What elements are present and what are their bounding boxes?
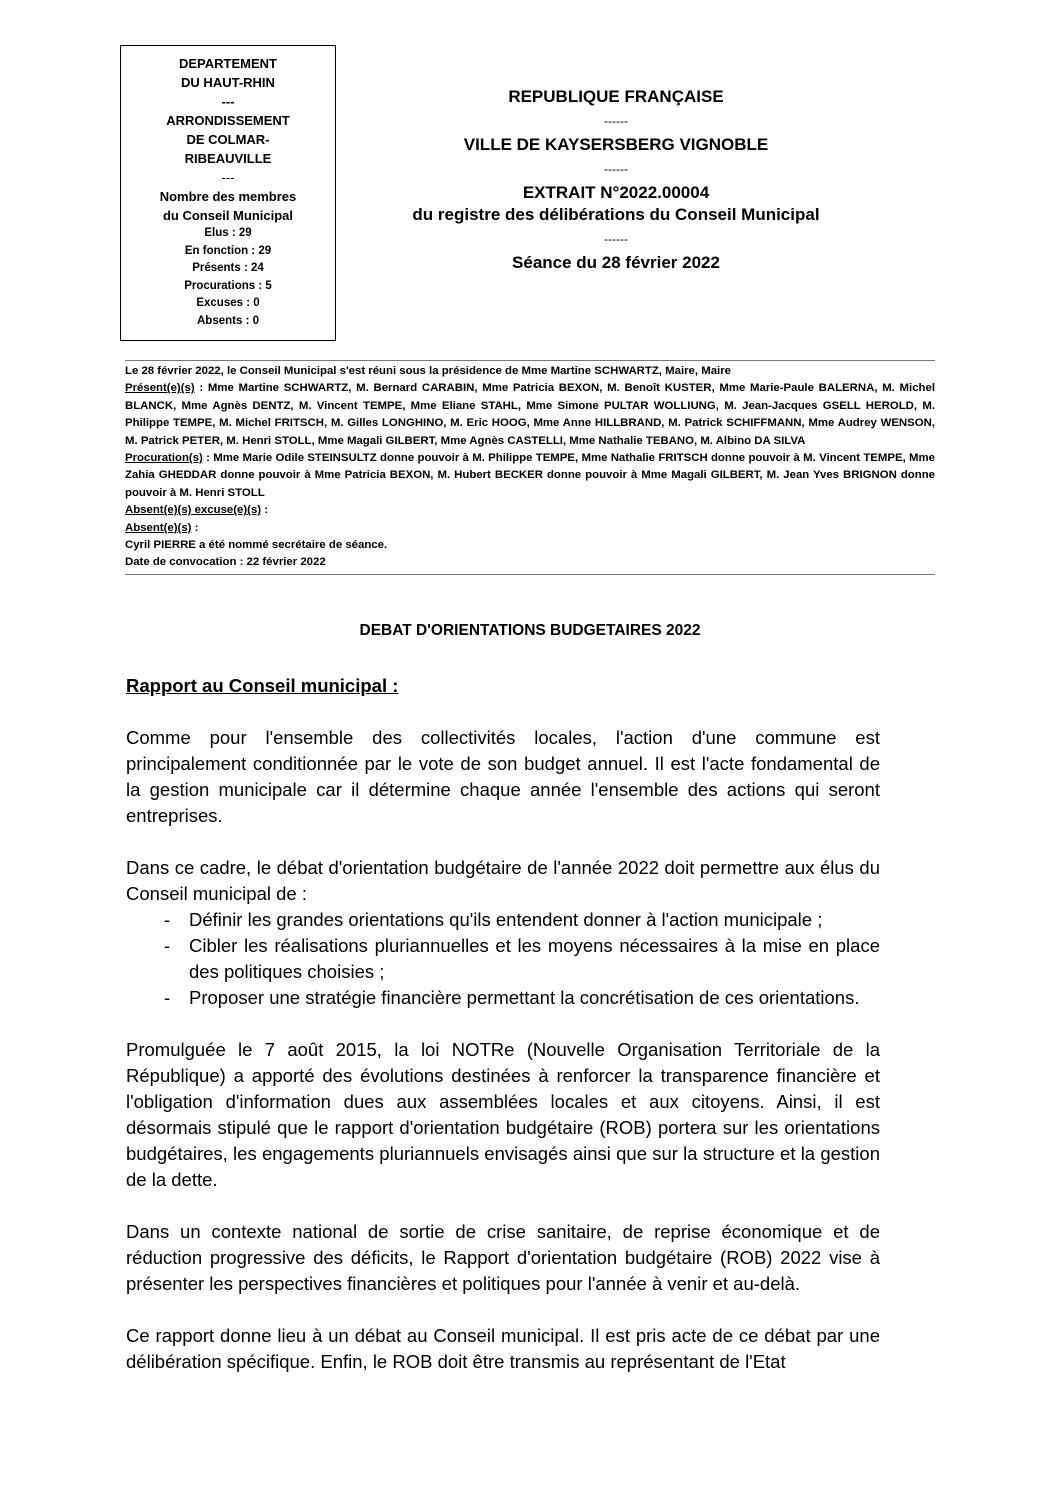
list-item-text: Définir les grandes orientations qu'ils entendent donner à l'action municipale ; <box>189 909 823 930</box>
deliberation-title: DEBAT D'ORIENTATIONS BUDGETAIRES 2022 <box>359 622 701 639</box>
absents-value: : <box>191 521 199 534</box>
count-excuses: Excuses : 0 <box>196 297 260 309</box>
document-header <box>380 86 852 274</box>
department-box <box>120 45 336 341</box>
paragraph-1: Comme pour l'ensemble des collectivités locales, l'action d'une commune est principalement conditionnée par le vote de son budget annuel. Il est l'acte fondamental de la gestion municipale car il détermine chaque année l'ensemble des actions qui seront entreprises. <box>126 727 880 826</box>
dept-line: DE COLMAR- <box>186 132 270 147</box>
ville-title: VILLE DE KAYSERSBERG VIGNOBLE <box>463 135 769 154</box>
secretaire-line: Cyril PIERRE a été nommé secrétaire de séance. <box>125 539 388 552</box>
excuses-paragraph <box>125 502 935 519</box>
list-item: - Proposer une stratégie financière permettant la concrétisation de ces orientations. <box>164 985 880 1011</box>
convocation-date: Date de convocation : 22 février 2022 <box>125 556 326 569</box>
excuses-label: Absent(e)(s) excuse(e)(s) <box>125 504 262 517</box>
presents-label: Présent(e)(s) <box>125 382 195 395</box>
extrait-number: EXTRAIT N°2022.00004 <box>522 183 710 202</box>
presents-paragraph <box>125 380 935 450</box>
seance-date: Séance du 28 février 2022 <box>512 253 720 272</box>
count-procurations: Procurations : 5 <box>184 279 272 292</box>
procurations-list: : Mme Marie Odile STEINSULTZ donne pouvoir à M. Philippe TEMPE, Mme Nathalie FRITSCH donne pouvoir à M. Vincent TEMPE, Mme Zahia GHEDDAR donne pouvoir à Mme Patricia BEXON, M. Hubert BECKER donne pouvoir à Mme Magali GILBERT, M. Jean Yves BRIGNON donne pouvoir à M. Henri STOLL <box>125 452 935 499</box>
dept-line: DEPARTEMENT <box>179 56 277 71</box>
paragraph-3: Promulguée le 7 août 2015, la loi NOTRe (Nouvelle Organisation Territoriale de la République) a apporté des évolutions destinées à renforcer la transparence financière et l'obligation d'information dues aux assemblées locales et aux citoyens. Ainsi, il est désormais stipulé que le rapport d'orientation budgétaire (ROB) portera sur les orientations budgétaires, les engagements pluriannuels envisagés ainsi que sur la structure et la gestion de la dette. <box>126 1039 880 1190</box>
absents-label: Absent(e)(s) <box>125 521 192 534</box>
members-heading: du Conseil Municipal <box>162 208 293 223</box>
list-item: - Cibler les réalisations pluriannuelles et les moyens nécessaires à la mise en place des politiques choisies ; <box>164 933 880 985</box>
count-elus: Elus : 29 <box>204 227 252 239</box>
list-item: - Définir les grandes orientations qu'ils entendent donner à l'action municipale ; <box>164 907 880 933</box>
count-absents: Absents : 0 <box>197 314 259 327</box>
header-separator: ------ <box>604 232 628 246</box>
dept-line: DU HAUT-RHIN <box>181 75 275 90</box>
list-item-text: Cibler les réalisations pluriannuelles et les moyens nécessaires à la mise en place des politiques choisies ; <box>189 935 880 982</box>
dept-separator: --- <box>221 170 235 185</box>
presents-list: : Mme Martine SCHWARTZ, M. Bernard CARABIN, Mme Patricia BEXON, M. Benoît KUSTER, Mme Marie-Paule BALERNA, M. Michel BLANCK, Mme Agnès DENTZ, M. Vincent TEMPE, Mme Eliane STAHL, Mme Simone PULTAR WOLLIUNG, M. Jean-Jacques GSELL HEROLD, M. Philippe TEMPE, M. Michel FRITSCH, M. Gilles LONGHINO, M. Eric HOOG, Mme Anne HILLBRAND, M. Patrick SCHIFFMANN, Mme Audrey WENSON, M. Patrick PETER, M. Henri STOLL, Mme Magali GILBERT, Mme Agnès CASTELLI, Mme Nathalie TEBANO, M. Albino DA SILVA <box>125 382 935 447</box>
rapport-heading: Rapport au Conseil municipal : <box>126 675 399 696</box>
orientations-list <box>164 907 880 1011</box>
paragraph-2: Dans ce cadre, le débat d'orientation budgétaire de l'année 2022 doit permettre aux élus du Conseil municipal de : <box>126 857 880 904</box>
dept-line: RIBEAUVILLE <box>184 151 272 166</box>
attendance-block <box>125 360 935 575</box>
report-body <box>126 725 880 1401</box>
procurations-label: Procuration(s) <box>125 452 203 465</box>
count-presents: Présents : 24 <box>192 262 264 274</box>
list-item-text: Proposer une stratégie financière permettant la concrétisation de ces orientations. <box>189 987 860 1008</box>
dept-separator: --- <box>221 94 235 109</box>
dept-line: ARRONDISSEMENT <box>166 113 290 128</box>
registre-title: du registre des délibérations du Conseil Municipal <box>412 205 820 224</box>
meeting-intro: Le 28 février 2022, le Conseil Municipal s'est réuni sous la présidence de Mme Martine SCHWARTZ, Maire, Maire <box>125 365 731 377</box>
members-heading: Nombre des membres <box>159 189 297 204</box>
paragraph-4: Dans un contexte national de sortie de crise sanitaire, de reprise économique et de réduction progressive des déficits, le Rapport d'orientation budgétaire (ROB) 2022 vise à présenter les perspectives financières et politiques pour l'année à venir et au-delà. <box>126 1221 880 1294</box>
count-en-fonction: En fonction : 29 <box>184 244 272 257</box>
header-separator: ------ <box>604 114 628 128</box>
absents-paragraph <box>125 520 935 537</box>
excuses-value: : <box>261 504 269 517</box>
paragraph-5: Ce rapport donne lieu à un débat au Conseil municipal. Il est pris acte de ce débat par une délibération spécifique. Enfin, le ROB doit être transmis au représentant de l'Etat <box>126 1325 880 1372</box>
republique-title: REPUBLIQUE FRANÇAISE <box>508 87 724 106</box>
header-separator: ------ <box>604 162 628 176</box>
procurations-paragraph <box>125 450 935 502</box>
